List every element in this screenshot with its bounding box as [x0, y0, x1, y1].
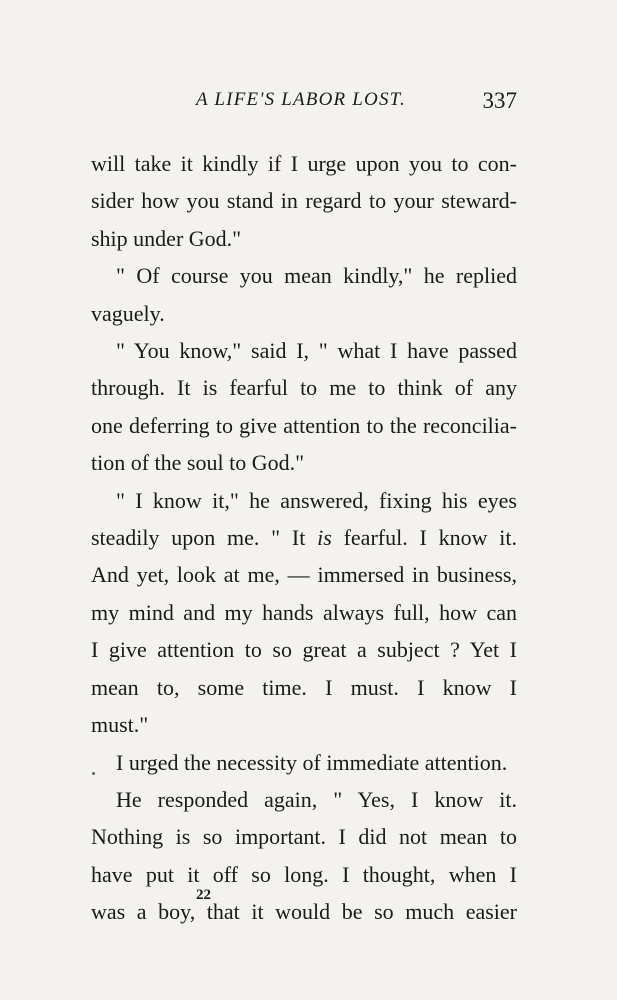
signature-mark: 22	[196, 887, 211, 903]
body-text	[91, 145, 517, 931]
text-line: was a boy, that it would be so much easier	[91, 899, 517, 925]
text-line: He responded again, " Yes, I know it.	[116, 786, 517, 812]
emphasized-word: is	[317, 525, 332, 551]
text-line: through. It is fearful to me to think of any	[91, 375, 517, 401]
text-line: " I know it," he answered, fixing his eyes	[116, 487, 517, 513]
text-line	[91, 519, 517, 556]
text-line: mean to, some time. I must. I know I	[91, 674, 517, 700]
text-line: vaguely.	[91, 300, 165, 326]
text-line: tion of the soul to God."	[91, 450, 305, 476]
text-line: have put it off so long. I thought, when I	[91, 861, 517, 887]
running-title: A LIFE'S LABOR LOST.	[196, 89, 406, 110]
text-line: one deferring to give attention to the reconcilia-	[91, 412, 517, 438]
text-line: I urged the necessity of immediate attention.	[116, 749, 508, 775]
text-fragment: steadily upon me. " It	[91, 525, 318, 551]
text-line: And yet, look at me, — immersed in business,	[91, 562, 517, 588]
text-line: Nothing is so important. I did not mean to	[91, 824, 517, 850]
text-line: ship under God."	[91, 225, 242, 251]
text-line: I give attention to so great a subject ? Yet I	[91, 637, 517, 663]
text-line: my mind and my hands always full, how can	[91, 599, 517, 625]
text-line: will take it kindly if I urge upon you to con-	[91, 151, 517, 176]
text-line: " Of course you mean kindly," he replied	[116, 263, 517, 289]
text-line: sider how you stand in regard to your steward-	[91, 188, 517, 214]
text-line: must."	[91, 712, 149, 738]
ink-speck	[92, 772, 95, 775]
page-header	[0, 89, 617, 119]
text-fragment: fearful. I know it.	[331, 525, 517, 551]
text-line: " You know," said I, " what I have passed	[116, 338, 517, 364]
page-number: 337	[482, 88, 517, 113]
